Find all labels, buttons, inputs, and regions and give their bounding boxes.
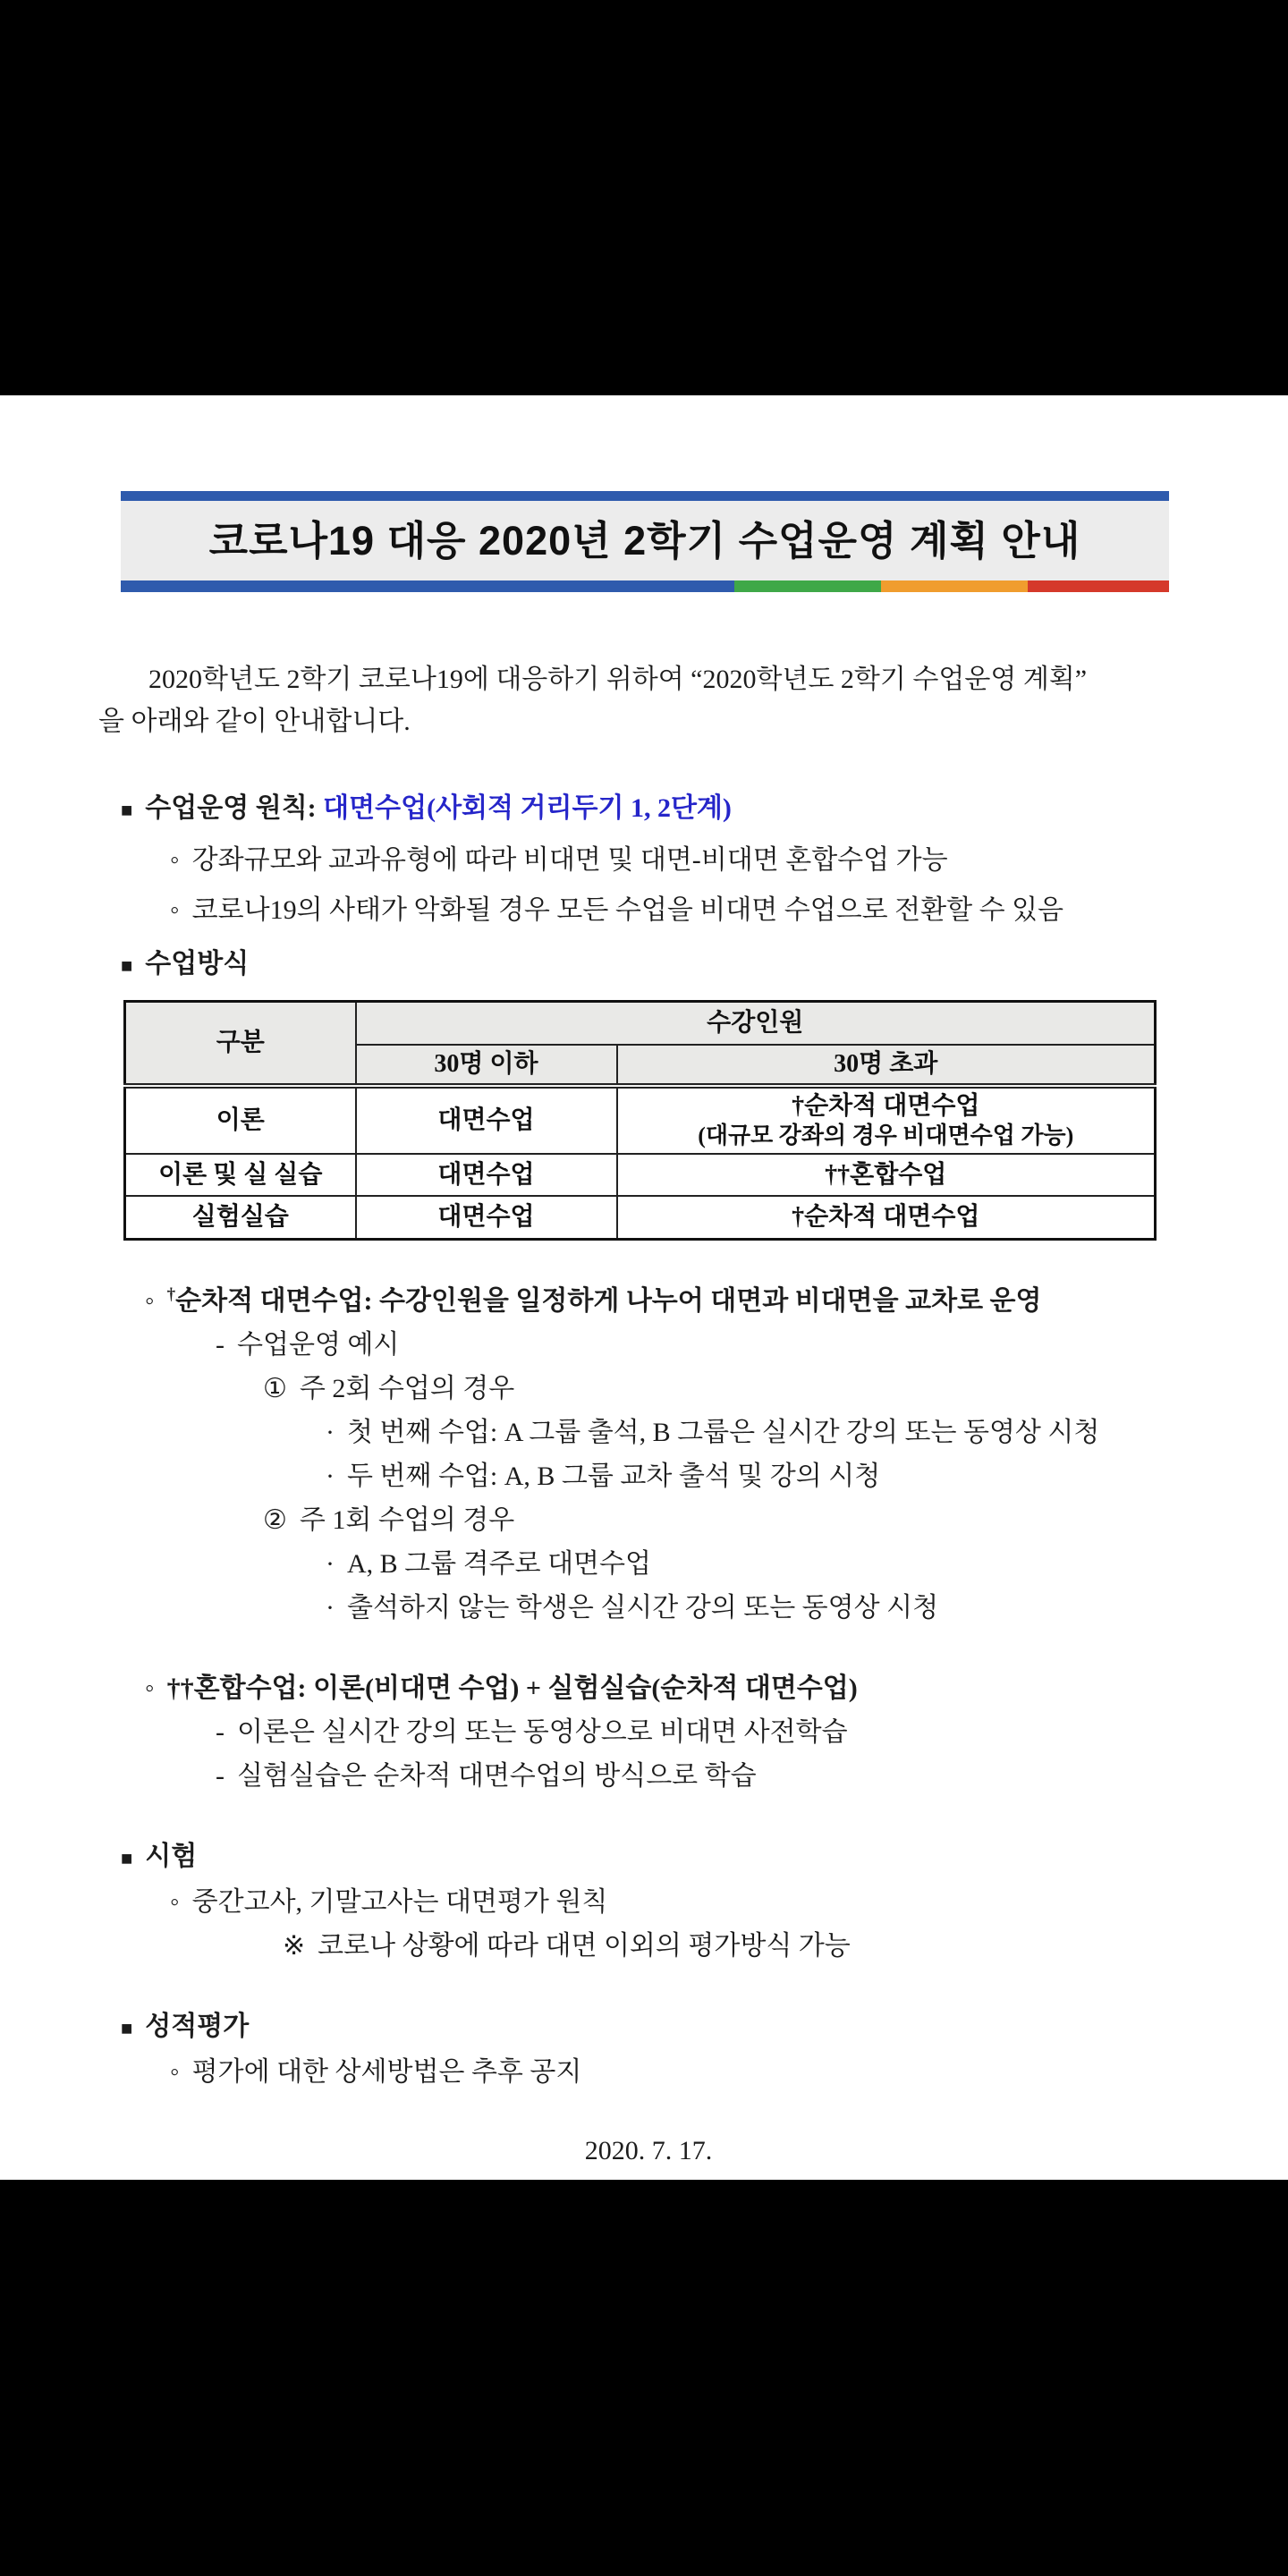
list-item-text: 주 2회 수업의 경우 — [299, 1374, 515, 1403]
exam-remark — [98, 1927, 1199, 1966]
list-item — [98, 1713, 1199, 1752]
table-row — [125, 1154, 1156, 1196]
circled-1-icon: ① — [263, 1374, 287, 1403]
list-item — [98, 1589, 1199, 1628]
section-grading-heading — [98, 2007, 1199, 2048]
cell-large-class-main: †순차적 대면수업 — [792, 1092, 980, 1120]
list-item-text: A, B 그룹 격주로 대면수업 — [347, 1549, 651, 1579]
note-sequential-heading — [98, 1282, 1199, 1321]
document-title: 코로나19 대응 2020년 2학기 수업운영 계획 안내 — [121, 501, 1169, 580]
intro-line-2: 을 아래와 같이 안내합니다. — [98, 707, 411, 736]
grading-bullet-1 — [98, 2053, 1199, 2092]
cell-large-class-note: (대규모 강좌의 경우 비대면수업 가능) — [698, 1123, 1074, 1148]
stripe-segment-green — [734, 580, 881, 592]
dash-bullet-icon: - — [216, 1717, 225, 1747]
list-item-text: 두 번째 수업: A, B 그룹 교차 출석 및 강의 시청 — [347, 1462, 881, 1491]
dot-bullet-icon: · — [326, 1593, 335, 1623]
cell-category: 이론 — [125, 1086, 356, 1154]
cell-small-class: 대면수업 — [356, 1154, 617, 1196]
document-page — [0, 395, 1288, 2180]
note-blended-label: 혼합수업: — [193, 1674, 307, 1703]
cell-small-class: 대면수업 — [356, 1196, 617, 1240]
square-bullet-icon: ■ — [121, 954, 133, 977]
cell-small-class: 대면수업 — [356, 1086, 617, 1154]
intro-line-1: 2020학년도 2학기 코로나19에 대응하기 위하여 “2020학년도 2학기 수업운영 계획” — [148, 665, 1088, 694]
list-item — [98, 1457, 1199, 1496]
header-cell-under-30: 30명 이하 — [356, 1045, 617, 1086]
stripe-segment-orange — [881, 580, 1028, 592]
circle-bullet-icon: ◦ — [170, 2057, 180, 2087]
table-row — [125, 1086, 1156, 1154]
top-letterbox-bar — [0, 0, 1288, 395]
document-body — [98, 658, 1199, 2250]
grading-bullet-1-text: 평가에 대한 상세방법은 추후 공지 — [191, 2057, 582, 2087]
section-method-heading — [98, 945, 1199, 986]
section-method-label: 수업방식 — [145, 949, 250, 979]
dot-bullet-icon: · — [326, 1418, 335, 1447]
principle-bullet-1-text: 강좌규모와 교과유형에 따라 비대면 및 대면-비대면 혼합수업 가능 — [191, 845, 948, 875]
banner-top-stripe — [121, 491, 1169, 501]
list-item — [98, 1369, 1199, 1409]
section-grading-label: 성적평가 — [145, 2012, 250, 2041]
bottom-letterbox-bar — [0, 2180, 1288, 2576]
note-sequential-text: 수강인원을 일정하게 나누어 대면과 비대면을 교차로 운영 — [379, 1286, 1042, 1316]
dot-bullet-icon: · — [326, 1462, 335, 1491]
section-principle-heading — [98, 789, 1199, 830]
square-bullet-icon: ■ — [121, 1847, 133, 1869]
circle-bullet-icon: ◦ — [145, 1674, 155, 1703]
list-item — [98, 1326, 1199, 1365]
principle-bullet-1 — [98, 841, 1199, 880]
header-cell-enrollment: 수강인원 — [356, 1002, 1156, 1046]
list-item — [98, 1545, 1199, 1584]
table-header-row-1 — [125, 1002, 1156, 1046]
table-row — [125, 1196, 1156, 1240]
square-bullet-icon: ■ — [121, 799, 133, 821]
list-item — [98, 1501, 1199, 1540]
title-banner — [121, 491, 1169, 592]
list-item — [98, 1413, 1199, 1453]
class-method-table — [123, 1000, 1157, 1241]
list-item — [98, 1757, 1199, 1796]
cell-category: 실험실습 — [125, 1196, 356, 1240]
dot-bullet-icon: · — [326, 1549, 335, 1579]
document-date: 2020. 7. 17. — [584, 2136, 713, 2165]
cell-large-class: †순차적 대면수업 — [617, 1196, 1156, 1240]
principle-bullet-2 — [98, 891, 1199, 930]
double-dagger-icon: †† — [166, 1674, 194, 1703]
list-item-text: 주 1회 수업의 경우 — [299, 1505, 515, 1535]
banner-bottom-stripe — [121, 580, 1169, 592]
circle-bullet-icon: ◦ — [145, 1286, 155, 1316]
header-cell-over-30: 30명 초과 — [617, 1045, 1156, 1086]
reference-mark-icon: ※ — [283, 1931, 306, 1961]
list-item-text: 이론은 실시간 강의 또는 동영상으로 비대면 사전학습 — [237, 1717, 848, 1747]
note-sequential-label: 순차적 대면수업: — [175, 1286, 373, 1316]
dagger-icon: † — [166, 1285, 176, 1304]
section-principle-label: 수업운영 원칙: — [145, 793, 317, 823]
cell-large-class — [617, 1086, 1156, 1154]
cell-large-class: ††혼합수업 — [617, 1154, 1156, 1196]
list-item-text: 수업운영 예시 — [237, 1330, 400, 1360]
list-item-text: 첫 번째 수업: A 그룹 출석, B 그룹은 실시간 강의 또는 동영상 시청 — [347, 1418, 1100, 1447]
square-bullet-icon: ■ — [121, 2017, 133, 2039]
circled-2-icon: ② — [263, 1505, 287, 1535]
note-blended-heading — [98, 1669, 1199, 1708]
header-cell-category: 구분 — [125, 1002, 356, 1087]
principle-bullet-2-text: 코로나19의 사태가 악화될 경우 모든 수업을 비대면 수업으로 전환할 수 있음 — [191, 895, 1064, 925]
stripe-segment-blue — [121, 580, 734, 592]
intro-paragraph — [98, 658, 1199, 742]
section-exam-label: 시험 — [145, 1842, 198, 1871]
note-blended-text: 이론(비대면 수업) + 실험실습(순차적 대면수업) — [313, 1674, 858, 1703]
section-principle-highlight: 대면수업(사회적 거리두기 1, 2단계) — [323, 793, 732, 823]
circle-bullet-icon: ◦ — [170, 845, 180, 875]
exam-bullet-1-text: 중간고사, 기말고사는 대면평가 원칙 — [191, 1887, 608, 1917]
circle-bullet-icon: ◦ — [170, 895, 180, 925]
list-item-text: 출석하지 않는 학생은 실시간 강의 또는 동영상 시청 — [347, 1593, 939, 1623]
exam-remark-text: 코로나 상황에 따라 대면 이외의 평가방식 가능 — [318, 1931, 851, 1961]
dash-bullet-icon: - — [216, 1761, 225, 1791]
dash-bullet-icon: - — [216, 1330, 225, 1360]
stripe-segment-red — [1028, 580, 1169, 592]
list-item-text: 실험실습은 순차적 대면수업의 방식으로 학습 — [237, 1761, 757, 1791]
section-exam-heading — [98, 1837, 1199, 1878]
cell-category: 이론 및 실 실습 — [125, 1154, 356, 1196]
circle-bullet-icon: ◦ — [170, 1887, 180, 1917]
exam-bullet-1 — [98, 1883, 1199, 1922]
